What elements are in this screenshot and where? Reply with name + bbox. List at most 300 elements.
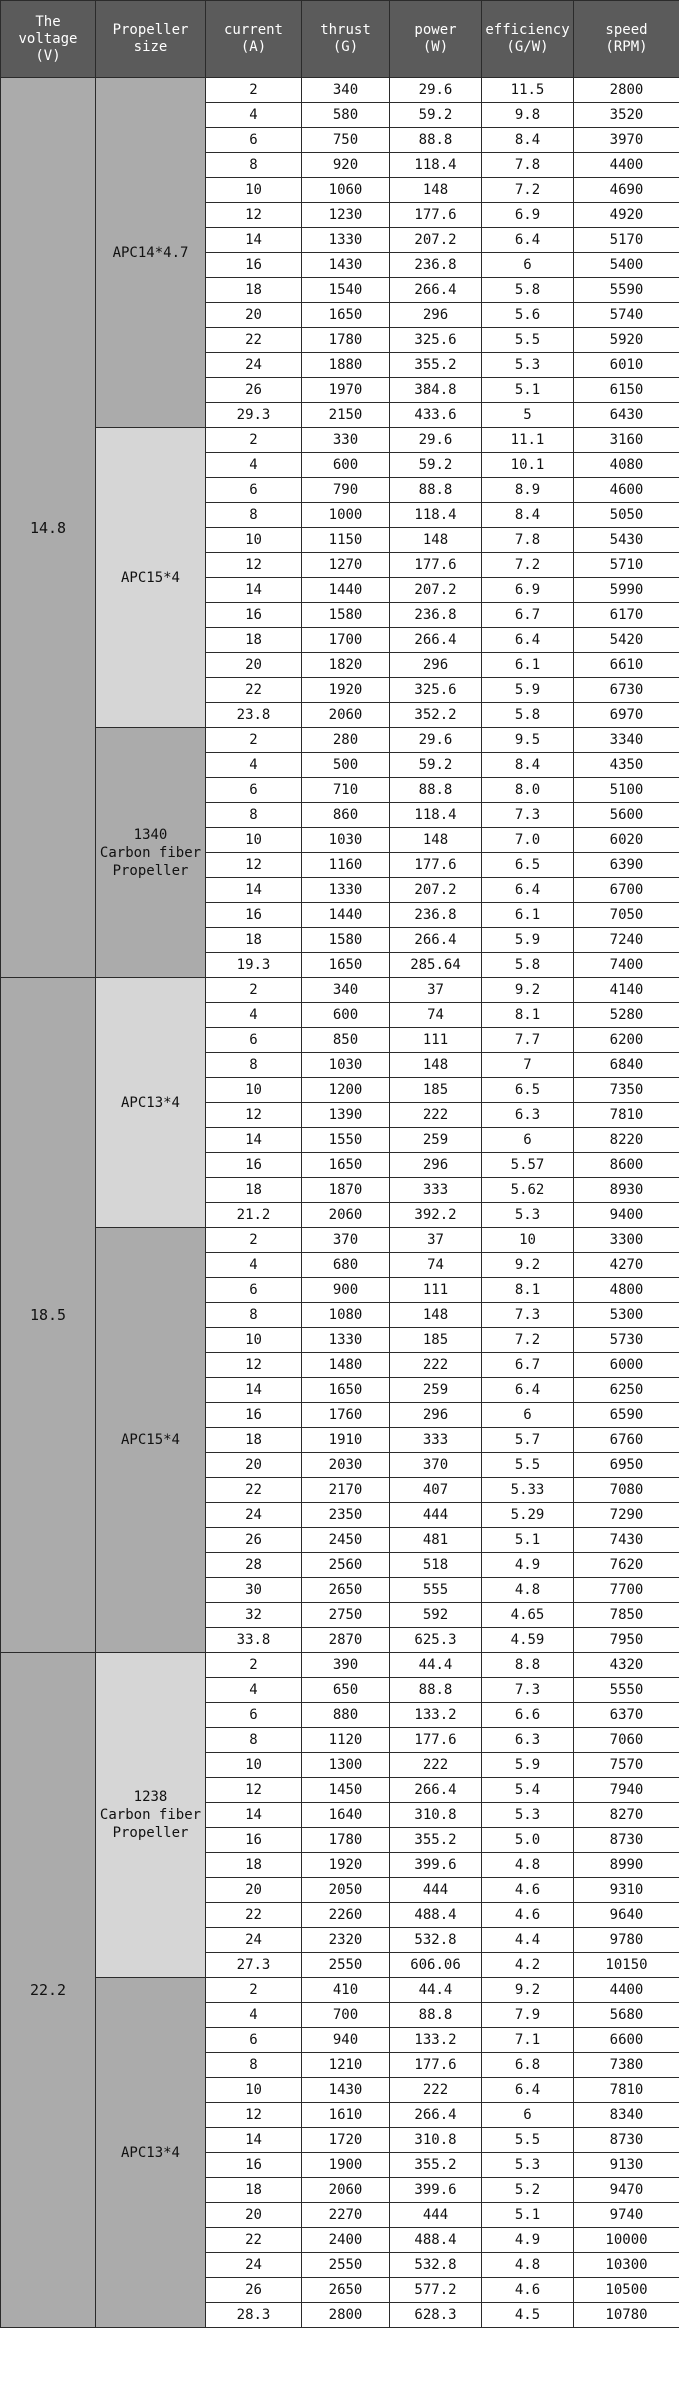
power-cell: 88.8 (390, 478, 482, 503)
current-cell: 18 (206, 1428, 302, 1453)
speed-cell: 5400 (574, 253, 679, 278)
power-cell: 333 (390, 1178, 482, 1203)
efficiency-cell: 4.9 (482, 2228, 574, 2253)
thrust-cell: 1270 (302, 553, 390, 578)
current-cell: 8 (206, 1728, 302, 1753)
thrust-cell: 1910 (302, 1428, 390, 1453)
thrust-cell: 1030 (302, 1053, 390, 1078)
current-cell: 10 (206, 1328, 302, 1353)
current-cell: 20 (206, 2203, 302, 2228)
current-cell: 6 (206, 478, 302, 503)
power-cell: 352.2 (390, 703, 482, 728)
efficiency-cell: 5.8 (482, 703, 574, 728)
current-cell: 23.8 (206, 703, 302, 728)
power-cell: 333 (390, 1428, 482, 1453)
power-cell: 407 (390, 1478, 482, 1503)
speed-cell: 7240 (574, 928, 679, 953)
efficiency-cell: 9.8 (482, 103, 574, 128)
thrust-cell: 1920 (302, 1853, 390, 1878)
thrust-cell: 1300 (302, 1753, 390, 1778)
power-cell: 177.6 (390, 853, 482, 878)
speed-cell: 5680 (574, 2003, 679, 2028)
efficiency-cell: 4.8 (482, 1853, 574, 1878)
power-cell: 88.8 (390, 2003, 482, 2028)
efficiency-cell: 6.4 (482, 2078, 574, 2103)
current-cell: 10 (206, 1078, 302, 1103)
header-voltage: The voltage (V) (1, 1, 96, 78)
table-row (1, 1653, 679, 1678)
speed-cell: 8340 (574, 2103, 679, 2128)
thrust-cell: 1080 (302, 1303, 390, 1328)
power-cell: 444 (390, 1878, 482, 1903)
speed-cell: 5430 (574, 528, 679, 553)
power-cell: 148 (390, 528, 482, 553)
speed-cell: 7810 (574, 1103, 679, 1128)
current-cell: 12 (206, 2103, 302, 2128)
thrust-cell: 1480 (302, 1353, 390, 1378)
thrust-cell: 940 (302, 2028, 390, 2053)
thrust-cell: 1200 (302, 1078, 390, 1103)
current-cell: 6 (206, 1028, 302, 1053)
efficiency-cell: 7.0 (482, 828, 574, 853)
thrust-cell: 2060 (302, 703, 390, 728)
efficiency-cell: 5.1 (482, 1528, 574, 1553)
power-cell: 355.2 (390, 353, 482, 378)
power-cell: 207.2 (390, 578, 482, 603)
efficiency-cell: 5.3 (482, 1803, 574, 1828)
power-cell: 74 (390, 1253, 482, 1278)
current-cell: 2 (206, 728, 302, 753)
power-cell: 111 (390, 1028, 482, 1053)
efficiency-cell: 7.2 (482, 1328, 574, 1353)
thrust-cell: 2450 (302, 1528, 390, 1553)
current-cell: 12 (206, 553, 302, 578)
thrust-cell: 2050 (302, 1878, 390, 1903)
power-cell: 555 (390, 1578, 482, 1603)
thrust-cell: 1540 (302, 278, 390, 303)
speed-cell: 6020 (574, 828, 679, 853)
speed-cell: 9310 (574, 1878, 679, 1903)
speed-cell: 7950 (574, 1628, 679, 1653)
thrust-cell: 410 (302, 1978, 390, 2003)
efficiency-cell: 5.9 (482, 928, 574, 953)
thrust-cell: 2550 (302, 2253, 390, 2278)
thrust-cell: 1450 (302, 1778, 390, 1803)
efficiency-cell: 4.9 (482, 1553, 574, 1578)
speed-cell: 5280 (574, 1003, 679, 1028)
speed-cell: 3160 (574, 428, 679, 453)
current-cell: 18 (206, 1178, 302, 1203)
current-cell: 14 (206, 578, 302, 603)
speed-cell: 3970 (574, 128, 679, 153)
speed-cell: 9470 (574, 2178, 679, 2203)
thrust-cell: 2550 (302, 1953, 390, 1978)
thrust-cell: 790 (302, 478, 390, 503)
current-cell: 24 (206, 353, 302, 378)
power-cell: 266.4 (390, 2103, 482, 2128)
propeller-size-cell: APC13*4 (96, 978, 206, 1228)
speed-cell: 5100 (574, 778, 679, 803)
thrust-cell: 880 (302, 1703, 390, 1728)
current-cell: 10 (206, 2078, 302, 2103)
power-cell: 606.06 (390, 1953, 482, 1978)
speed-cell: 6370 (574, 1703, 679, 1728)
power-cell: 88.8 (390, 778, 482, 803)
power-cell: 296 (390, 303, 482, 328)
current-cell: 10 (206, 178, 302, 203)
speed-cell: 7290 (574, 1503, 679, 1528)
efficiency-cell: 7.3 (482, 1303, 574, 1328)
power-cell: 29.6 (390, 428, 482, 453)
table-body (1, 78, 679, 2328)
current-cell: 18 (206, 928, 302, 953)
efficiency-cell: 4.5 (482, 2303, 574, 2328)
header-propeller-size: Propeller size (96, 1, 206, 78)
efficiency-cell: 8.8 (482, 1653, 574, 1678)
speed-cell: 4400 (574, 153, 679, 178)
efficiency-cell: 9.2 (482, 978, 574, 1003)
current-cell: 16 (206, 1828, 302, 1853)
speed-cell: 7430 (574, 1528, 679, 1553)
current-cell: 8 (206, 503, 302, 528)
power-cell: 310.8 (390, 1803, 482, 1828)
thrust-cell: 2030 (302, 1453, 390, 1478)
efficiency-cell: 4.6 (482, 1903, 574, 1928)
thrust-cell: 1880 (302, 353, 390, 378)
efficiency-cell: 7.3 (482, 1678, 574, 1703)
power-cell: 296 (390, 1403, 482, 1428)
current-cell: 22 (206, 678, 302, 703)
speed-cell: 7350 (574, 1078, 679, 1103)
thrust-cell: 330 (302, 428, 390, 453)
current-cell: 8 (206, 2053, 302, 2078)
current-cell: 6 (206, 1278, 302, 1303)
speed-cell: 7570 (574, 1753, 679, 1778)
power-cell: 259 (390, 1128, 482, 1153)
thrust-cell: 1330 (302, 1328, 390, 1353)
speed-cell: 10780 (574, 2303, 679, 2328)
power-cell: 59.2 (390, 103, 482, 128)
current-cell: 20 (206, 653, 302, 678)
current-cell: 12 (206, 1103, 302, 1128)
power-cell: 59.2 (390, 753, 482, 778)
efficiency-cell: 5 (482, 403, 574, 428)
speed-cell: 10500 (574, 2278, 679, 2303)
speed-cell: 6390 (574, 853, 679, 878)
thrust-cell: 1160 (302, 853, 390, 878)
efficiency-cell: 7.9 (482, 2003, 574, 2028)
speed-cell: 5710 (574, 553, 679, 578)
thrust-cell: 2170 (302, 1478, 390, 1503)
power-cell: 266.4 (390, 1778, 482, 1803)
efficiency-cell: 8.0 (482, 778, 574, 803)
thrust-cell: 2870 (302, 1628, 390, 1653)
efficiency-cell: 6.1 (482, 903, 574, 928)
efficiency-cell: 5.6 (482, 303, 574, 328)
power-cell: 518 (390, 1553, 482, 1578)
propeller-size-cell: APC15*4 (96, 1228, 206, 1653)
speed-cell: 7050 (574, 903, 679, 928)
efficiency-cell: 9.5 (482, 728, 574, 753)
efficiency-cell: 4.2 (482, 1953, 574, 1978)
efficiency-cell: 11.1 (482, 428, 574, 453)
power-cell: 625.3 (390, 1628, 482, 1653)
power-cell: 236.8 (390, 903, 482, 928)
thrust-cell: 2400 (302, 2228, 390, 2253)
power-cell: 185 (390, 1328, 482, 1353)
current-cell: 27.3 (206, 1953, 302, 1978)
current-cell: 6 (206, 1703, 302, 1728)
current-cell: 6 (206, 778, 302, 803)
current-cell: 18 (206, 2178, 302, 2203)
power-cell: 370 (390, 1453, 482, 1478)
current-cell: 16 (206, 903, 302, 928)
power-cell: 325.6 (390, 678, 482, 703)
thrust-cell: 1580 (302, 928, 390, 953)
power-cell: 133.2 (390, 2028, 482, 2053)
efficiency-cell: 5.7 (482, 1428, 574, 1453)
current-cell: 24 (206, 1503, 302, 1528)
speed-cell: 8220 (574, 1128, 679, 1153)
current-cell: 10 (206, 828, 302, 853)
current-cell: 12 (206, 1778, 302, 1803)
efficiency-cell: 7.8 (482, 153, 574, 178)
speed-cell: 4320 (574, 1653, 679, 1678)
efficiency-cell: 6.5 (482, 853, 574, 878)
power-cell: 296 (390, 1153, 482, 1178)
speed-cell: 6590 (574, 1403, 679, 1428)
thrust-cell: 1760 (302, 1403, 390, 1428)
current-cell: 6 (206, 128, 302, 153)
voltage-cell: 18.5 (1, 978, 96, 1653)
efficiency-cell: 5.1 (482, 2203, 574, 2228)
power-cell: 481 (390, 1528, 482, 1553)
efficiency-cell: 6.3 (482, 1728, 574, 1753)
thrust-cell: 280 (302, 728, 390, 753)
current-cell: 6 (206, 2028, 302, 2053)
speed-cell: 8600 (574, 1153, 679, 1178)
power-cell: 177.6 (390, 2053, 482, 2078)
efficiency-cell: 6.7 (482, 1353, 574, 1378)
header-current: current (A) (206, 1, 302, 78)
power-cell: 177.6 (390, 553, 482, 578)
power-cell: 266.4 (390, 278, 482, 303)
speed-cell: 8730 (574, 1828, 679, 1853)
current-cell: 16 (206, 253, 302, 278)
power-cell: 118.4 (390, 503, 482, 528)
current-cell: 4 (206, 103, 302, 128)
power-cell: 37 (390, 978, 482, 1003)
voltage-cell: 14.8 (1, 78, 96, 978)
efficiency-cell: 6.5 (482, 1078, 574, 1103)
power-cell: 532.8 (390, 1928, 482, 1953)
current-cell: 24 (206, 1928, 302, 1953)
speed-cell: 6970 (574, 703, 679, 728)
efficiency-cell: 5.8 (482, 953, 574, 978)
thrust-cell: 2320 (302, 1928, 390, 1953)
power-cell: 207.2 (390, 228, 482, 253)
thrust-cell: 1870 (302, 1178, 390, 1203)
power-cell: 44.4 (390, 1653, 482, 1678)
current-cell: 20 (206, 1878, 302, 1903)
current-cell: 2 (206, 78, 302, 103)
power-cell: 444 (390, 1503, 482, 1528)
propeller-size-cell: APC15*4 (96, 428, 206, 728)
thrust-cell: 600 (302, 453, 390, 478)
speed-cell: 7400 (574, 953, 679, 978)
propeller-size-cell: 1238 Carbon fiber Propeller (96, 1653, 206, 1978)
power-cell: 628.3 (390, 2303, 482, 2328)
power-cell: 148 (390, 1053, 482, 1078)
speed-cell: 10150 (574, 1953, 679, 1978)
current-cell: 12 (206, 853, 302, 878)
thrust-cell: 1610 (302, 2103, 390, 2128)
power-cell: 118.4 (390, 153, 482, 178)
current-cell: 19.3 (206, 953, 302, 978)
power-cell: 222 (390, 1103, 482, 1128)
speed-cell: 8930 (574, 1178, 679, 1203)
current-cell: 14 (206, 228, 302, 253)
header-speed: speed (RPM) (574, 1, 679, 78)
thrust-cell: 1330 (302, 228, 390, 253)
efficiency-cell: 4.65 (482, 1603, 574, 1628)
thrust-cell: 2060 (302, 2178, 390, 2203)
current-cell: 21.2 (206, 1203, 302, 1228)
current-cell: 24 (206, 2253, 302, 2278)
efficiency-cell: 5.2 (482, 2178, 574, 2203)
speed-cell: 6010 (574, 353, 679, 378)
thrust-cell: 1060 (302, 178, 390, 203)
speed-cell: 3300 (574, 1228, 679, 1253)
current-cell: 14 (206, 878, 302, 903)
current-cell: 4 (206, 753, 302, 778)
current-cell: 12 (206, 203, 302, 228)
voltage-cell: 22.2 (1, 1653, 96, 2328)
power-cell: 111 (390, 1278, 482, 1303)
thrust-cell: 2560 (302, 1553, 390, 1578)
speed-cell: 4690 (574, 178, 679, 203)
thrust-cell: 1580 (302, 603, 390, 628)
power-cell: 266.4 (390, 928, 482, 953)
power-cell: 88.8 (390, 128, 482, 153)
thrust-cell: 390 (302, 1653, 390, 1678)
efficiency-cell: 7.2 (482, 178, 574, 203)
power-cell: 222 (390, 2078, 482, 2103)
current-cell: 18 (206, 1853, 302, 1878)
efficiency-cell: 6.4 (482, 1378, 574, 1403)
speed-cell: 4140 (574, 978, 679, 1003)
current-cell: 2 (206, 1228, 302, 1253)
current-cell: 4 (206, 2003, 302, 2028)
power-cell: 266.4 (390, 628, 482, 653)
speed-cell: 6000 (574, 1353, 679, 1378)
thrust-cell: 1650 (302, 1153, 390, 1178)
thrust-cell: 340 (302, 78, 390, 103)
thrust-cell: 1920 (302, 678, 390, 703)
speed-cell: 6600 (574, 2028, 679, 2053)
thrust-cell: 1430 (302, 253, 390, 278)
power-cell: 325.6 (390, 328, 482, 353)
speed-cell: 8730 (574, 2128, 679, 2153)
current-cell: 29.3 (206, 403, 302, 428)
efficiency-cell: 4.8 (482, 1578, 574, 1603)
speed-cell: 8990 (574, 1853, 679, 1878)
thrust-cell: 1030 (302, 828, 390, 853)
propeller-size-cell: APC13*4 (96, 1978, 206, 2328)
efficiency-cell: 5.4 (482, 1778, 574, 1803)
current-cell: 30 (206, 1578, 302, 1603)
efficiency-cell: 10.1 (482, 453, 574, 478)
thrust-cell: 1650 (302, 953, 390, 978)
efficiency-cell: 9.2 (482, 1978, 574, 2003)
speed-cell: 4270 (574, 1253, 679, 1278)
speed-cell: 9130 (574, 2153, 679, 2178)
efficiency-cell: 7.8 (482, 528, 574, 553)
efficiency-cell: 5.3 (482, 2153, 574, 2178)
thrust-cell: 860 (302, 803, 390, 828)
thrust-cell: 580 (302, 103, 390, 128)
efficiency-cell: 4.59 (482, 1628, 574, 1653)
header-thrust: thrust (G) (302, 1, 390, 78)
current-cell: 33.8 (206, 1628, 302, 1653)
thrust-cell: 2350 (302, 1503, 390, 1528)
current-cell: 22 (206, 328, 302, 353)
speed-cell: 5300 (574, 1303, 679, 1328)
current-cell: 2 (206, 978, 302, 1003)
efficiency-cell: 10 (482, 1228, 574, 1253)
speed-cell: 10300 (574, 2253, 679, 2278)
power-cell: 148 (390, 178, 482, 203)
power-cell: 488.4 (390, 1903, 482, 1928)
thrust-cell: 2260 (302, 1903, 390, 1928)
power-cell: 59.2 (390, 453, 482, 478)
thrust-cell: 700 (302, 2003, 390, 2028)
power-cell: 236.8 (390, 253, 482, 278)
speed-cell: 7850 (574, 1603, 679, 1628)
current-cell: 20 (206, 303, 302, 328)
speed-cell: 10000 (574, 2228, 679, 2253)
speed-cell: 6200 (574, 1028, 679, 1053)
table-row (1, 1228, 679, 1253)
thrust-cell: 1440 (302, 578, 390, 603)
speed-cell: 6430 (574, 403, 679, 428)
thrust-cell: 2060 (302, 1203, 390, 1228)
speed-cell: 5740 (574, 303, 679, 328)
thrust-cell: 1820 (302, 653, 390, 678)
thrust-cell: 750 (302, 128, 390, 153)
thrust-cell: 1640 (302, 1803, 390, 1828)
efficiency-cell: 7.3 (482, 803, 574, 828)
speed-cell: 9640 (574, 1903, 679, 1928)
thrust-cell: 600 (302, 1003, 390, 1028)
current-cell: 4 (206, 1678, 302, 1703)
thrust-cell: 680 (302, 1253, 390, 1278)
thrust-cell: 2150 (302, 403, 390, 428)
efficiency-cell: 6.8 (482, 2053, 574, 2078)
current-cell: 8 (206, 153, 302, 178)
current-cell: 4 (206, 1003, 302, 1028)
current-cell: 26 (206, 1528, 302, 1553)
power-cell: 148 (390, 1303, 482, 1328)
current-cell: 10 (206, 1753, 302, 1778)
efficiency-cell: 6.9 (482, 578, 574, 603)
propeller-size-cell: 1340 Carbon fiber Propeller (96, 728, 206, 978)
thrust-cell: 1390 (302, 1103, 390, 1128)
speed-cell: 7700 (574, 1578, 679, 1603)
efficiency-cell: 7.2 (482, 553, 574, 578)
power-cell: 177.6 (390, 1728, 482, 1753)
power-cell: 355.2 (390, 1828, 482, 1853)
